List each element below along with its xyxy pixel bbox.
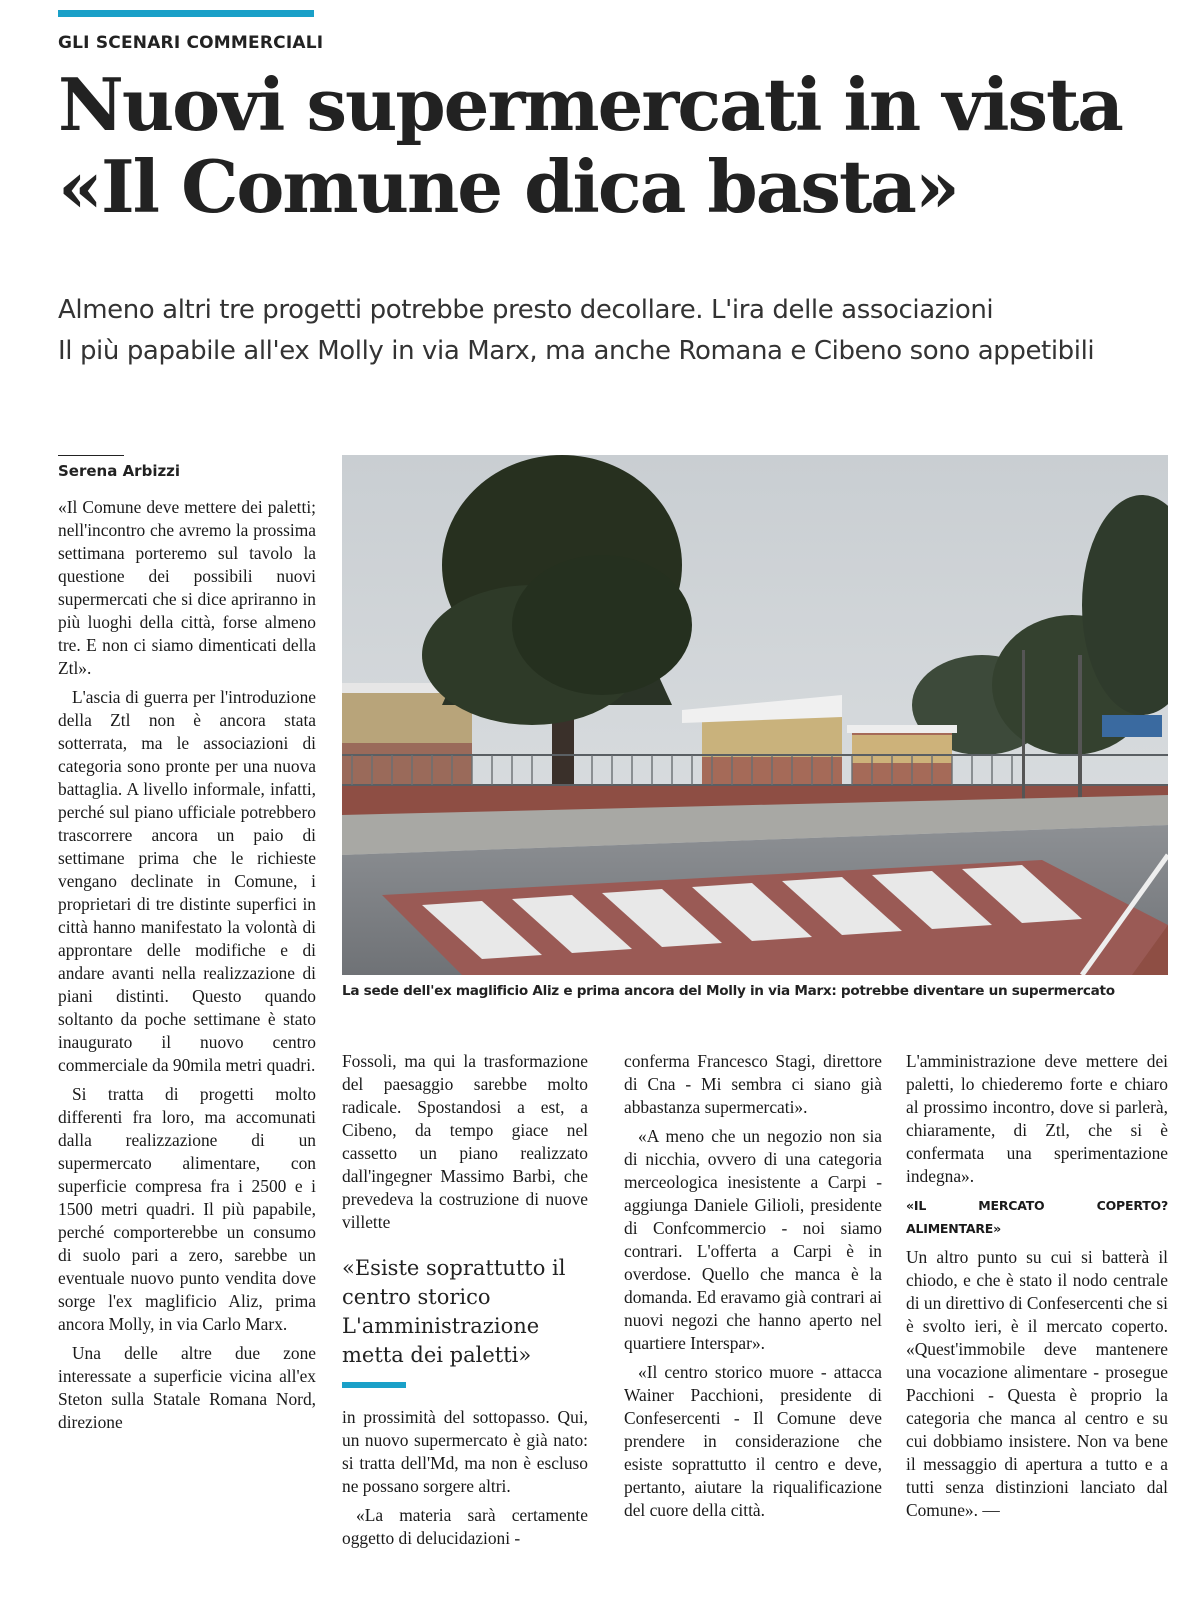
pull-quote-rule [342, 1382, 406, 1388]
subheadline-line-2: Il più papabile all'ex Molly in via Marx, ma anche Romana e Cibeno sono appetibili [58, 336, 1095, 366]
byline-rule [58, 455, 124, 456]
paragraph: «La materia sarà certamente oggetto di delucidazioni - [342, 1505, 588, 1548]
paragraph: «A meno che un negozio non sia di nicchia, ovvero di una categoria merceologica inesistente a Carpi - aggiunga Daniele Gilioli, presidente di Confcommercio - noi siamo contrari. L'offerta a Carpi è in overdose. Quello che manca è la domanda. Ed eravamo già contrari ai nuovi negozi che hanno aperto nel quartiere Interspar». [624, 1126, 882, 1353]
headline [58, 64, 1178, 228]
paragraph: in prossimità del sottopasso. Qui, un nuovo supermercato è già nato: si tratta dell'Md, ma non è escluso ne possano sorgere altri. [342, 1407, 588, 1496]
paragraph: conferma Francesco Stagi, direttore di Cna - Mi sembra ci siano già abbastanza supermercati». [624, 1051, 882, 1117]
headline-line-1: Nuovi supermercati in vista [58, 62, 1122, 147]
article-column-1 [58, 496, 316, 1598]
paragraph: Si tratta di progetti molto differenti fra loro, ma accomunati dalla realizzazione di un supermercato alimentare, con superficie compresa fra i 2500 e i 1500 metri quadri. Il più papabile, perché comporterebbe un consumo di suolo pari a zero, sarebbe un eventuale nuovo punto vendita dove sorge l'ex maglificio Aliz, prima ancora Molly, in via Carlo Marx. [58, 1084, 316, 1334]
headline-line-2: «Il Comune dica basta» [58, 144, 958, 229]
photo-caption: La sede dell'ex maglificio Aliz e prima ancora del Molly in via Marx: potrebbe diventare un supermercato [342, 983, 1115, 999]
subheadline-line-1: Almeno altri tre progetti potrebbe presto decollare. L'ira delle associazioni [58, 295, 994, 325]
paragraph: Fossoli, ma qui la trasformazione del paesaggio sarebbe molto radicale. Spostandosi a est, a Cibeno, da tempo giace nel cassetto un piano realizzato dall'ingegner Massimo Barbi, che prevedeva la costruzione di nuove villette [342, 1051, 588, 1232]
section-kicker: GLI SCENARI COMMERCIALI [58, 33, 324, 53]
paragraph: L'ascia di guerra per l'introduzione della Ztl non è ancora stata sotterrata, ma le associazioni di categoria sono pronte per una nuova battaglia. A livello informale, infatti, perché sul piano ufficiale potrebbero trascorrere ancora un paio di settimane prima che le richieste vengano declinate in Comune, i proprietari di tre distinte superfici in città hanno manifestato la volontà di approntare delle modifiche e di andare avanti nella realizzazione di piani distinti. Questo quando soltanto da poche settimane è stato inaugurato il nuovo centro commerciale da 90mila metri quadri. [58, 687, 316, 1075]
article-column-4 [906, 1050, 1168, 1528]
paragraph: «Il Comune deve mettere dei paletti; nell'incontro che avremo la prossima settimana porteremo sul tavolo la questione dei possibili nuovi supermercati che si dice apriranno in più luoghi della città, forse almeno tre. E non ci siamo dimenticati della Ztl». [58, 497, 316, 678]
byline: Serena Arbizzi [58, 462, 181, 480]
subheadline [58, 290, 1178, 372]
article-photo [342, 455, 1168, 975]
paragraph: Un altro punto su cui si batterà il chiodo, e che è stato il nodo centrale di un direttivo di Confesercenti che si è svolto ieri, è il mercato coperto. «Quest'immobile deve mantenere una vocazione alimentare - prosegue Pacchioni - Questa è proprio la categoria che manca al centro e su cui dobbiamo insistere. Non va bene il messaggio di apertura a tutto e a tutti senza distinzioni lanciato dal Comune». — [906, 1247, 1168, 1520]
paragraph: «Il centro storico muore - attacca Wainer Pacchioni, presidente di Confesercenti - Il Comune deve prendere in considerazione che esiste soprattutto il centro e deve, pertanto, aiutare la riqualificazione del cuore della città. [624, 1362, 882, 1520]
accent-bar [58, 10, 314, 17]
pull-quote: «Esiste soprattutto il centro storico L'amministrazione metta dei paletti» [342, 1256, 566, 1367]
article-column-3 [624, 1050, 882, 1528]
paragraph: L'amministrazione deve mettere dei paletti, lo chiederemo forte e chiaro al prossimo incontro, dove si parlerà, chiaramente, di Ztl, che si è confermata una sperimentazione indegna». [906, 1051, 1168, 1186]
section-subheading: «IL MERCATO COPERTO? ALIMENTARE» [906, 1198, 1168, 1236]
street-building-illustration [342, 455, 1168, 975]
article-column-2-continued [342, 1406, 588, 1556]
article-column-2 [342, 1050, 588, 1240]
paragraph: Una delle altre due zone interessate a superficie vicina all'ex Steton sulla Statale Romana Nord, direzione [58, 1343, 316, 1432]
